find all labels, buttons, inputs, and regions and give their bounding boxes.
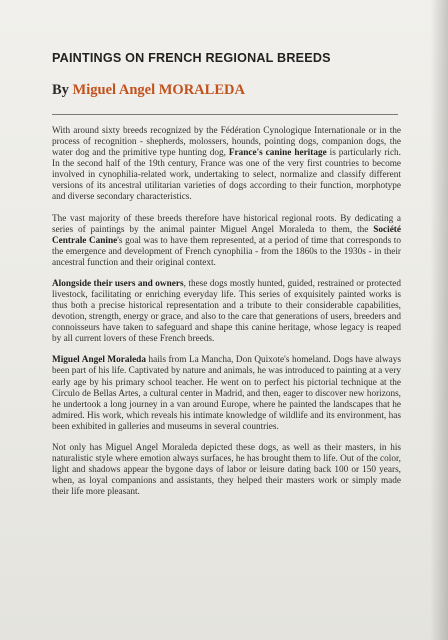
document-title: PAINTINGS ON FRENCH REGIONAL BREEDS [52, 51, 331, 65]
paragraph [52, 355, 401, 432]
emphasis-text: Miguel Angel Moraleda [52, 355, 146, 366]
paragraph-text: hails from La Mancha, Don Quixote's homeland. Dogs have always been part of his life. Captivated by nature and animals, he was introduced to painting at a very early age by his primary school teacher. He went on to perfect his pictorial technique at the Círculo de Bellas Artes, a cultural center in Madrid, and then, eager to discover new horizons, he undertook a long journey in a van around Europe, where he painted the landscapes that he admired. His work, which reveals his intimate knowledge of wildlife and its environment, has been exhibited in galleries and museums in several countries. [52, 355, 401, 432]
paragraph-text: 's goal was to have them represented, at a period of time that corresponds to the emergence and development of French cynophilia - from the 1860s to the 1930s - in their ancestral function and their original context. [52, 235, 401, 268]
title-divider [52, 114, 398, 115]
paragraph-text: , these dogs mostly hunted, guided, restrained or protected livestock, facilitating or enriching everyday life. This series of exquisitely painted works is thus both a precise historical representation and a tribute to their considerable capabilities, devotion, strength, energy or grace, and also to the care that generations of users, breeders and connoisseurs have taken to safeguard and shape this canine heritage, whose legacy is reaped by all current lovers of these French breeds. [52, 278, 401, 345]
paragraph-text: The vast majority of these breeds therefore have historical regional roots. By dedicating a series of paintings by the animal painter Miguel Angel Moraleda to them, the [52, 213, 401, 235]
author-name: Miguel Angel MORALEDA [72, 82, 245, 98]
emphasis-text: Société Centrale Canine [52, 224, 401, 246]
paragraph [52, 214, 401, 269]
paragraph-text: is particularly rich. In the second half of the 19th century, France was one of the very first countries to become involved in cynophilia-related work, undertaking to select, normalize and classify different versions of its ancestral utilitarian varieties of dogs according to their function, morphotype and diverse secondary characteristics. [52, 148, 401, 203]
paragraph-text: Not only has Miguel Angel Moraleda depicted these dogs, as well as their masters, in his naturalistic style where emotion always surfaces, he has brought them to life. Out of the color, light and shadows appear the bygone days of labor or leisure dating back 100 or 150 years, when, as loyal companions and assistants, they helped their masters work or simply made their life more pleasant. [52, 442, 401, 498]
article-body [52, 126, 401, 508]
paragraph [52, 126, 401, 203]
byline [52, 82, 245, 99]
byline-prefix: By [52, 82, 73, 98]
paragraph [52, 443, 401, 498]
emphasis-text: Alongside their users and owners [52, 278, 184, 289]
emphasis-text: France's canine heritage [228, 148, 327, 159]
paragraph [52, 279, 401, 345]
paragraph-text: With around sixty breeds recognized by the Fédération Cynologique Internationale or in the process of recognition - shepherds, molossers, hounds, pointing dogs, companion dogs, the water dog and the primitive type hunting dog, [52, 126, 401, 159]
